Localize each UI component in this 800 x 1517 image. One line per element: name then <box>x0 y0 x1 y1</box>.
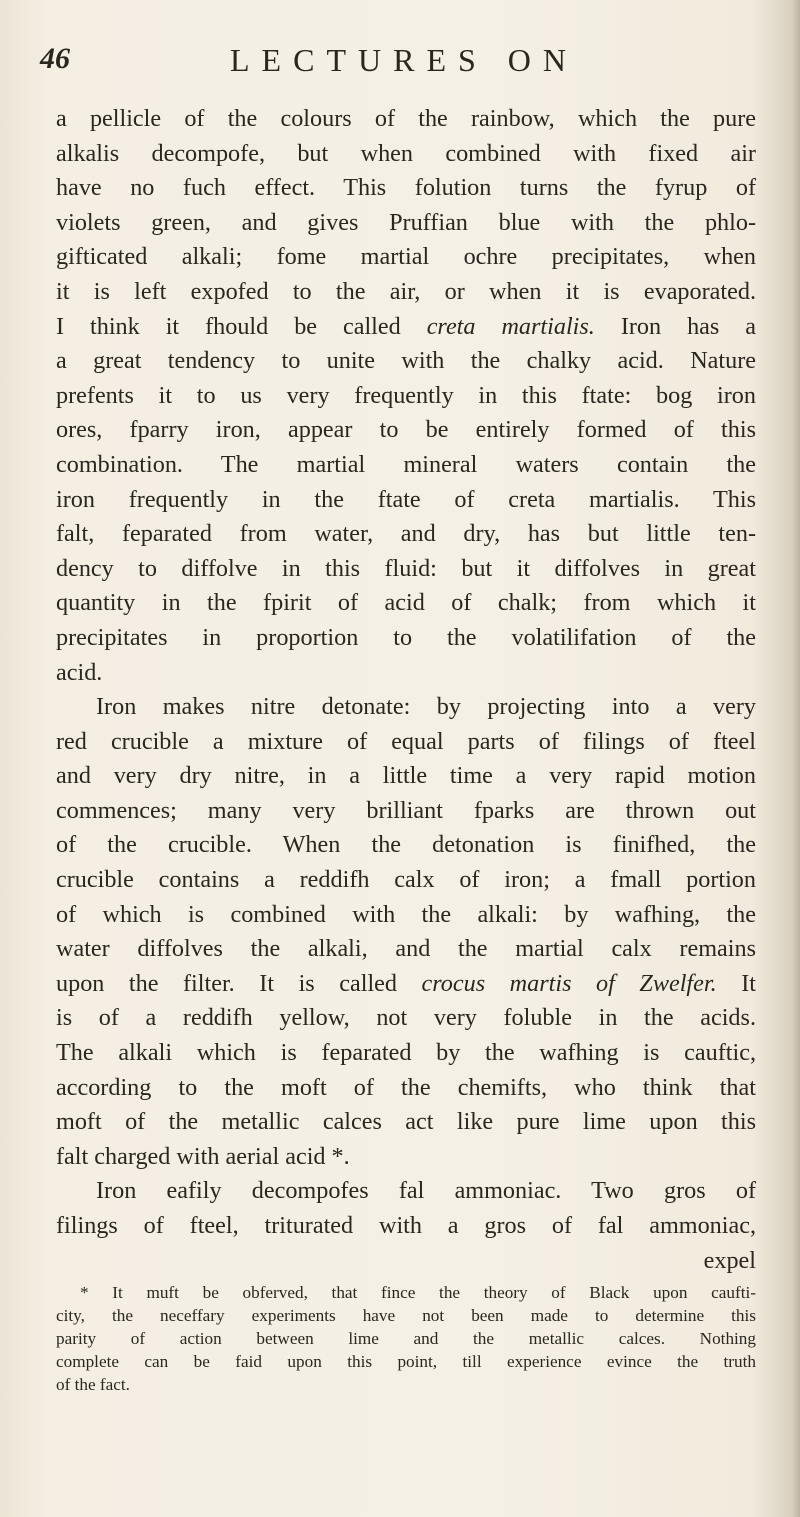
running-title: LECTURES ON <box>230 42 578 78</box>
text-line: red crucible a mixture of equal parts of filings of fteel <box>56 727 756 755</box>
text-line: a pellicle of the colours of the rainbow, which the pure <box>56 105 756 132</box>
text-line: Iron makes nitre detonate: by projecting into a very <box>96 693 756 721</box>
footnote-line: * It muft be obferved, that fince the theory of Black upon caufti- <box>80 1283 756 1302</box>
footnote-line: city, the neceffary experiments have not been made to determine this <box>56 1306 756 1325</box>
text-line: crucible contains a reddifh calx of iron; a fmall portion <box>56 866 756 894</box>
catchword: expel <box>703 1246 756 1274</box>
text-line: gifticated alkali; fome martial ochre precipitates, when <box>56 243 756 271</box>
text-line: it is left expofed to the air, or when it is evaporated. <box>56 277 756 305</box>
text-line: alkalis decompofe, but when combined with fixed air <box>56 139 756 167</box>
text-line: ores, fparry iron, appear to be entirely formed of this <box>56 416 756 444</box>
text-segment: I think it fhould be called <box>56 312 401 340</box>
text-segment: Iron has a <box>594 312 757 340</box>
footnote-line: parity of action between lime and the metallic calces. Nothing <box>56 1329 756 1348</box>
text-line: violets green, and gives Pruffian blue with the phlo- <box>56 208 756 236</box>
text-line: moft of the metallic calces act like pure lime upon this <box>56 1108 756 1136</box>
text-line: dency to diffolve in this fluid: but it diffolves in great <box>56 554 756 582</box>
text-line: and very dry nitre, in a little time a very rapid motion <box>56 762 756 790</box>
text-line <box>56 310 756 345</box>
text-line: have no fuch effect. This folution turns the fyrup of <box>56 174 756 202</box>
text-line: of the crucible. When the detonation is finifhed, the <box>56 831 756 859</box>
text-line: a great tendency to unite with the chalky acid. Nature <box>56 347 756 375</box>
text-line: Iron eafily decompofes fal ammoniac. Two gros of <box>96 1177 756 1205</box>
text-line: acid. <box>56 658 103 686</box>
footnote-line: of the fact. <box>56 1375 130 1394</box>
page-header <box>40 42 760 86</box>
text-line: is of a reddifh yellow, not very foluble in the acids. <box>56 1004 756 1032</box>
text-line: quantity in the fpirit of acid of chalk; from which it <box>56 589 756 617</box>
text-line: filings of fteel, triturated with a gros of fal ammoniac, <box>56 1212 756 1239</box>
italic-term: creta martialis. <box>426 312 595 340</box>
text-line: falt charged with aerial acid *. <box>56 1142 350 1170</box>
text-line: precipitates in proportion to the volatilifation of the <box>56 623 756 651</box>
text-line: according to the moft of the chemifts, who think that <box>56 1073 756 1101</box>
body-text <box>56 102 756 1278</box>
text-line: The alkali which is feparated by the wafhing is cauftic, <box>56 1039 756 1067</box>
footnote <box>56 1281 756 1396</box>
italic-term: crocus martis of Zwelfer. <box>421 969 717 997</box>
text-line: of which is combined with the alkali: by wafhing, the <box>56 900 756 928</box>
text-line: water diffolves the alkali, and the martial calx remains <box>56 935 756 963</box>
text-line: prefents it to us very frequently in this ftate: bog iron <box>56 381 756 409</box>
text-line: combination. The martial mineral waters contain the <box>56 450 756 478</box>
text-segment: It <box>716 969 756 997</box>
text-line: commences; many very brilliant fparks are thrown out <box>56 796 756 824</box>
text-line: iron frequently in the ftate of creta martialis. This <box>56 485 756 513</box>
text-segment: upon the filter. It is called <box>56 969 397 997</box>
text-line: falt, feparated from water, and dry, has but little ten- <box>56 520 756 548</box>
text-line <box>56 967 756 1002</box>
footnote-line: complete can be faid upon this point, till experience evince the truth <box>56 1352 756 1371</box>
page-number: 46 <box>40 42 70 75</box>
